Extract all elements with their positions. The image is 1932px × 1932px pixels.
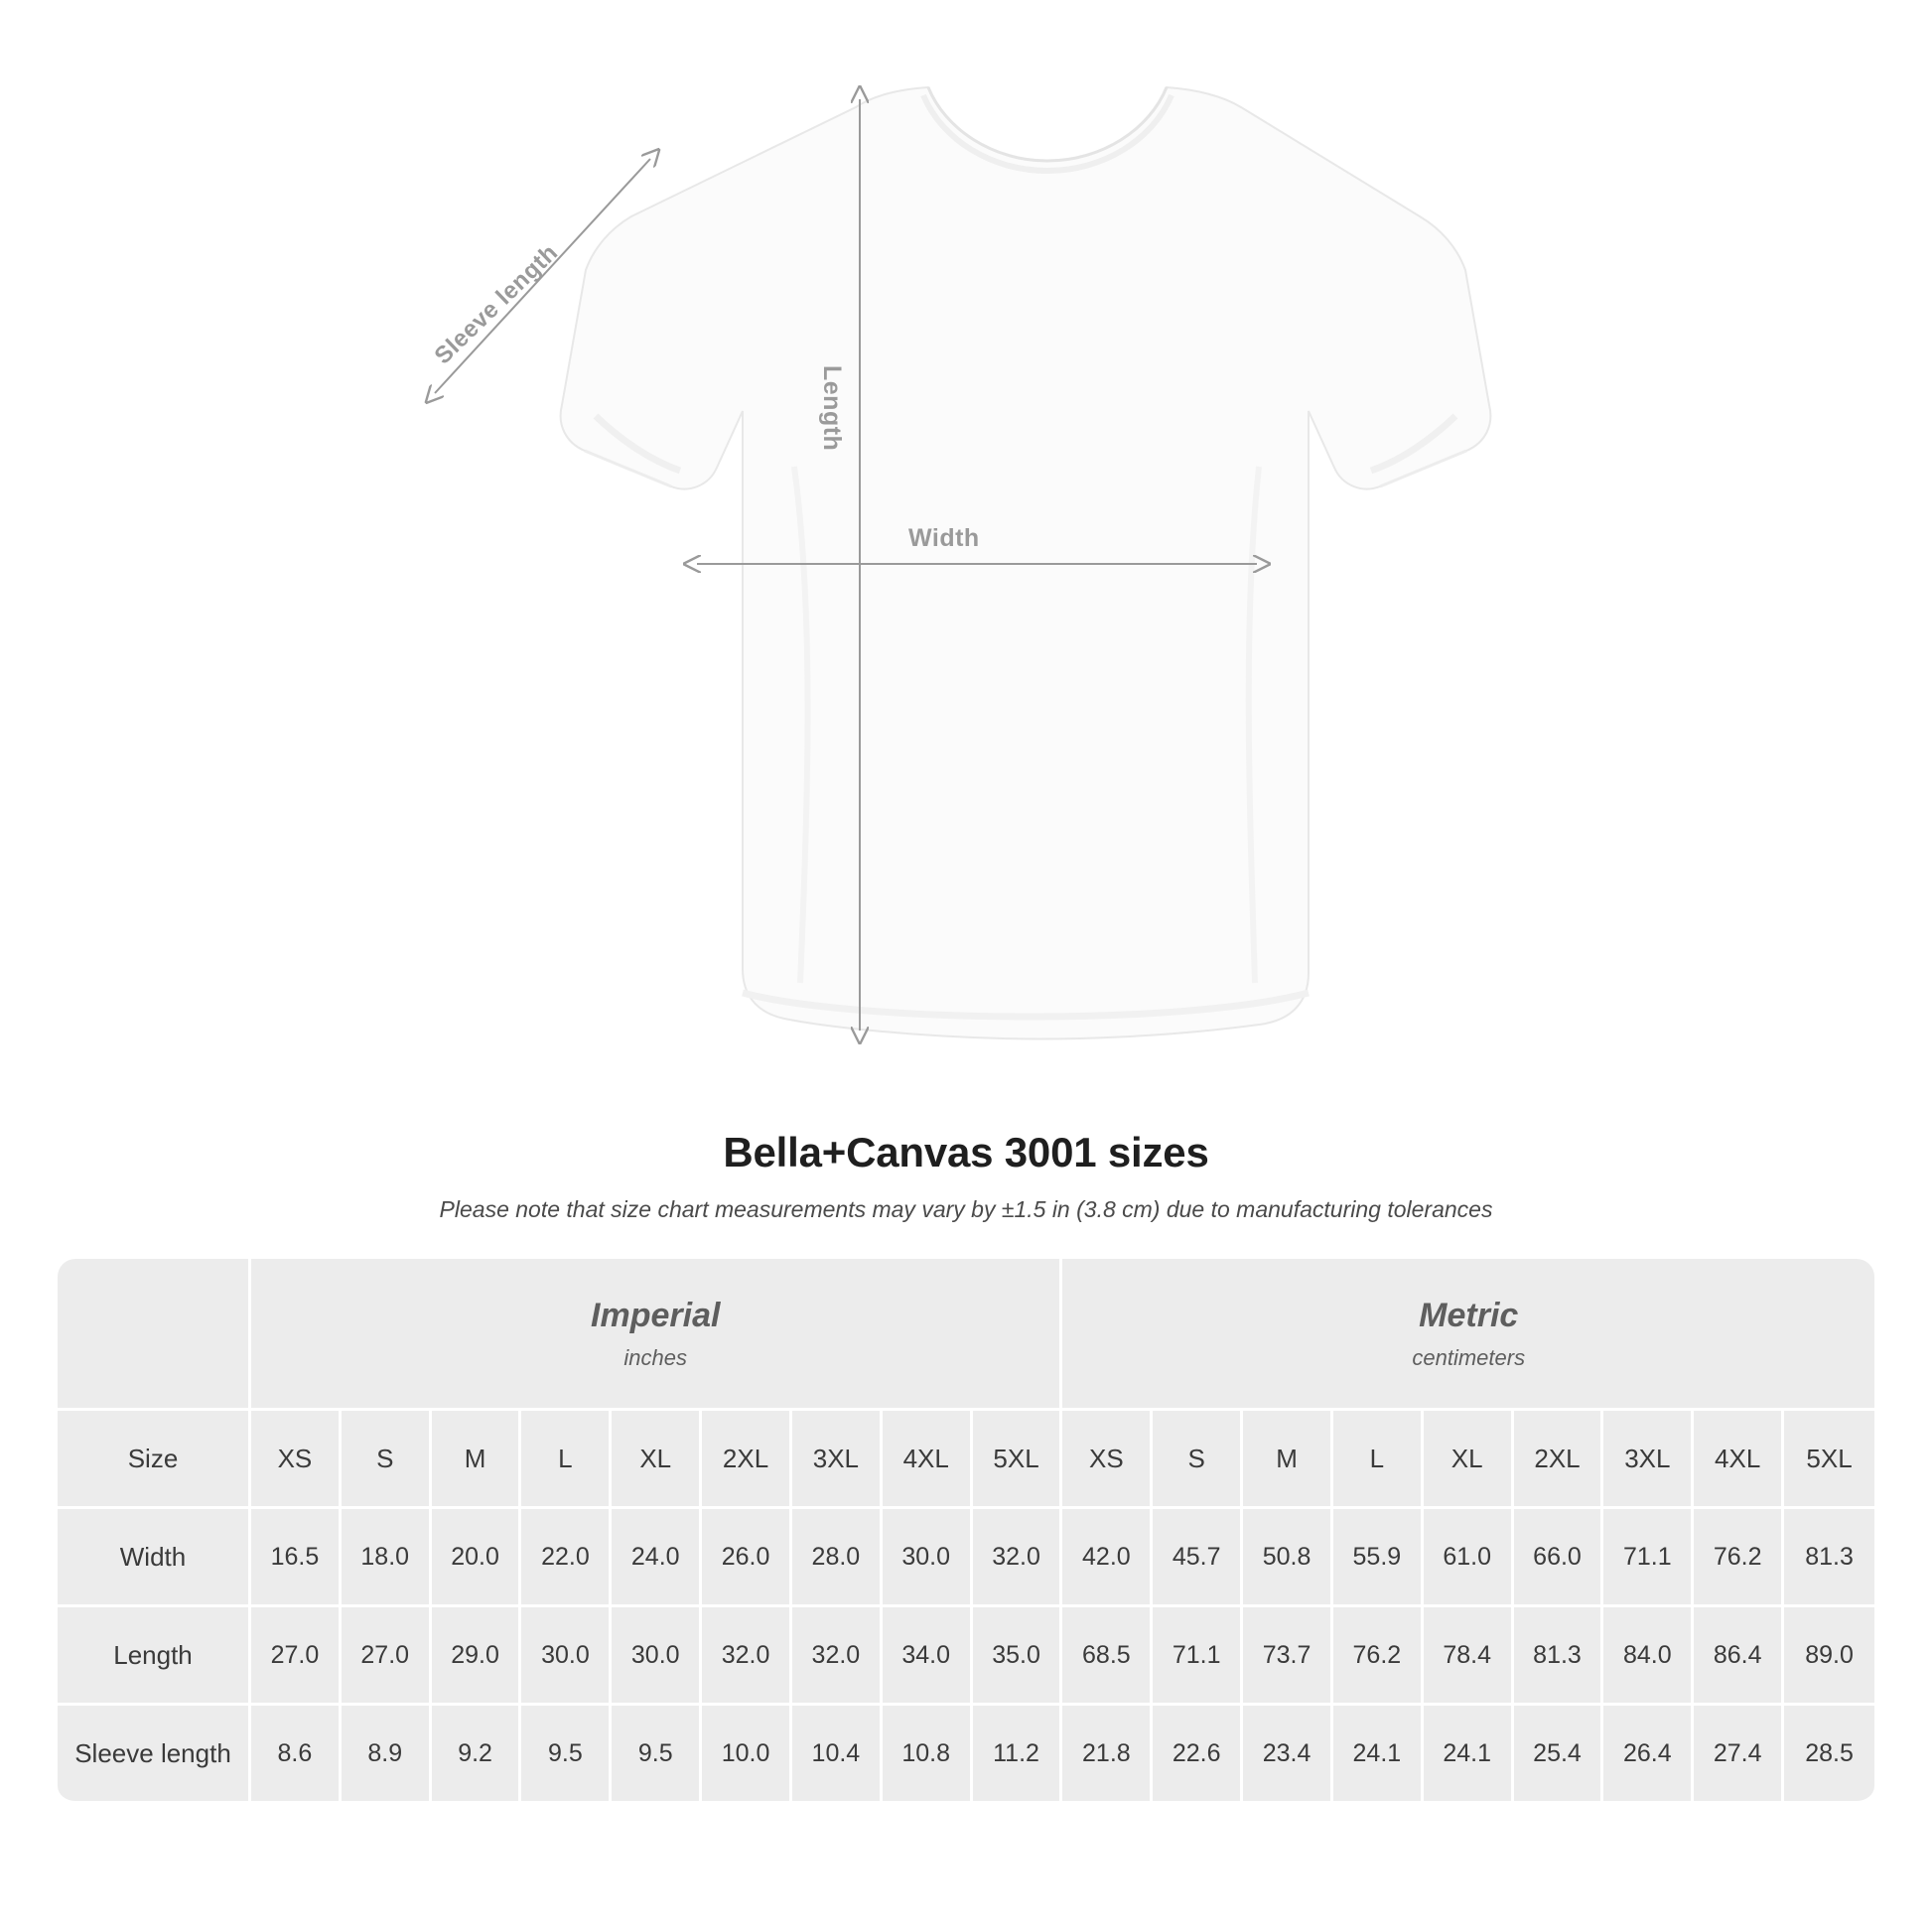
size-header-cell: XL bbox=[612, 1411, 702, 1509]
table-cell: 27.0 bbox=[342, 1607, 432, 1706]
table-cell: 32.0 bbox=[973, 1509, 1063, 1607]
table-cell: 20.0 bbox=[432, 1509, 522, 1607]
size-table bbox=[58, 1259, 1874, 1804]
table-cell: 35.0 bbox=[973, 1607, 1063, 1706]
size-header-cell: XS bbox=[251, 1411, 342, 1509]
table-cell: 71.1 bbox=[1603, 1509, 1694, 1607]
size-header-cell: XS bbox=[1062, 1411, 1153, 1509]
row-label: Length bbox=[58, 1607, 251, 1706]
row-label: Width bbox=[58, 1509, 251, 1607]
width-label: Width bbox=[908, 524, 980, 552]
unit-header-row bbox=[58, 1259, 1874, 1411]
unit-group-metric bbox=[1062, 1259, 1874, 1411]
table-cell: 78.4 bbox=[1424, 1607, 1514, 1706]
size-header-cell: 3XL bbox=[792, 1411, 883, 1509]
table-cell: 34.0 bbox=[883, 1607, 973, 1706]
table-cell: 42.0 bbox=[1062, 1509, 1153, 1607]
table-row-length bbox=[58, 1607, 1874, 1706]
table-cell: 8.6 bbox=[251, 1706, 342, 1804]
table-cell: 24.1 bbox=[1333, 1706, 1424, 1804]
table-cell: 73.7 bbox=[1243, 1607, 1333, 1706]
table-cell: 32.0 bbox=[792, 1607, 883, 1706]
size-header-cell: 2XL bbox=[702, 1411, 792, 1509]
table-cell: 18.0 bbox=[342, 1509, 432, 1607]
table-cell: 22.0 bbox=[521, 1509, 612, 1607]
size-header-cell: M bbox=[432, 1411, 522, 1509]
table-cell: 81.3 bbox=[1784, 1509, 1874, 1607]
unit-system-label: Imperial bbox=[591, 1296, 721, 1334]
size-header-cell: XL bbox=[1424, 1411, 1514, 1509]
table-cell: 45.7 bbox=[1153, 1509, 1243, 1607]
table-cell: 8.9 bbox=[342, 1706, 432, 1804]
table-cell: 10.8 bbox=[883, 1706, 973, 1804]
table-cell: 27.4 bbox=[1694, 1706, 1784, 1804]
chart-note: Please note that size chart measurements may vary by ±1.5 in (3.8 cm) due to manufacturing tolerances bbox=[439, 1196, 1493, 1222]
table-cell: 26.0 bbox=[702, 1509, 792, 1607]
table-cell: 9.5 bbox=[521, 1706, 612, 1804]
size-header-cell: S bbox=[342, 1411, 432, 1509]
table-cell: 11.2 bbox=[973, 1706, 1063, 1804]
unit-group-imperial bbox=[251, 1259, 1062, 1411]
table-cell: 29.0 bbox=[432, 1607, 522, 1706]
table-cell: 76.2 bbox=[1694, 1509, 1784, 1607]
unit-header-blank bbox=[58, 1259, 251, 1411]
sleeve-length-label: Sleeve length bbox=[429, 238, 564, 370]
size-header-cell: 4XL bbox=[883, 1411, 973, 1509]
row-header-size: Size bbox=[58, 1411, 251, 1509]
table-cell: 28.0 bbox=[792, 1509, 883, 1607]
length-label: Length bbox=[818, 365, 846, 452]
table-cell: 25.4 bbox=[1514, 1706, 1604, 1804]
table-cell: 23.4 bbox=[1243, 1706, 1333, 1804]
table-cell: 68.5 bbox=[1062, 1607, 1153, 1706]
size-header-cell: 4XL bbox=[1694, 1411, 1784, 1509]
size-header-cell: L bbox=[521, 1411, 612, 1509]
table-cell: 9.5 bbox=[612, 1706, 702, 1804]
table-cell: 71.1 bbox=[1153, 1607, 1243, 1706]
table-row-sleeve-length bbox=[58, 1706, 1874, 1804]
table-cell: 76.2 bbox=[1333, 1607, 1424, 1706]
table-cell: 86.4 bbox=[1694, 1607, 1784, 1706]
table-cell: 10.0 bbox=[702, 1706, 792, 1804]
unit-measure-label: inches bbox=[623, 1344, 688, 1370]
table-cell: 24.0 bbox=[612, 1509, 702, 1607]
table-cell: 84.0 bbox=[1603, 1607, 1694, 1706]
table-cell: 27.0 bbox=[251, 1607, 342, 1706]
table-cell: 32.0 bbox=[702, 1607, 792, 1706]
table-cell: 10.4 bbox=[792, 1706, 883, 1804]
title-block bbox=[0, 1129, 1932, 1223]
size-header-row bbox=[58, 1411, 1874, 1509]
chart-title: Bella+Canvas 3001 sizes bbox=[723, 1129, 1209, 1175]
table-cell: 81.3 bbox=[1514, 1607, 1604, 1706]
table-cell: 66.0 bbox=[1514, 1509, 1604, 1607]
table-cell: 26.4 bbox=[1603, 1706, 1694, 1804]
table-cell: 30.0 bbox=[521, 1607, 612, 1706]
table-cell: 28.5 bbox=[1784, 1706, 1874, 1804]
table-cell: 89.0 bbox=[1784, 1607, 1874, 1706]
size-header-cell: 5XL bbox=[1784, 1411, 1874, 1509]
size-header-cell: S bbox=[1153, 1411, 1243, 1509]
size-header-cell: 3XL bbox=[1603, 1411, 1694, 1509]
table-cell: 30.0 bbox=[883, 1509, 973, 1607]
table-cell: 50.8 bbox=[1243, 1509, 1333, 1607]
row-label: Sleeve length bbox=[58, 1706, 251, 1804]
size-table-wrapper bbox=[58, 1259, 1874, 1804]
size-header-cell: 5XL bbox=[973, 1411, 1063, 1509]
table-cell: 9.2 bbox=[432, 1706, 522, 1804]
unit-measure-label: centimeters bbox=[1412, 1344, 1526, 1370]
table-cell: 16.5 bbox=[251, 1509, 342, 1607]
table-cell: 55.9 bbox=[1333, 1509, 1424, 1607]
unit-system-label: Metric bbox=[1419, 1296, 1519, 1334]
size-header-cell: 2XL bbox=[1514, 1411, 1604, 1509]
table-cell: 24.1 bbox=[1424, 1706, 1514, 1804]
table-cell: 61.0 bbox=[1424, 1509, 1514, 1607]
size-header-cell: M bbox=[1243, 1411, 1333, 1509]
table-cell: 30.0 bbox=[612, 1607, 702, 1706]
table-row-width bbox=[58, 1509, 1874, 1607]
table-cell: 22.6 bbox=[1153, 1706, 1243, 1804]
size-header-cell: L bbox=[1333, 1411, 1424, 1509]
table-cell: 21.8 bbox=[1062, 1706, 1153, 1804]
